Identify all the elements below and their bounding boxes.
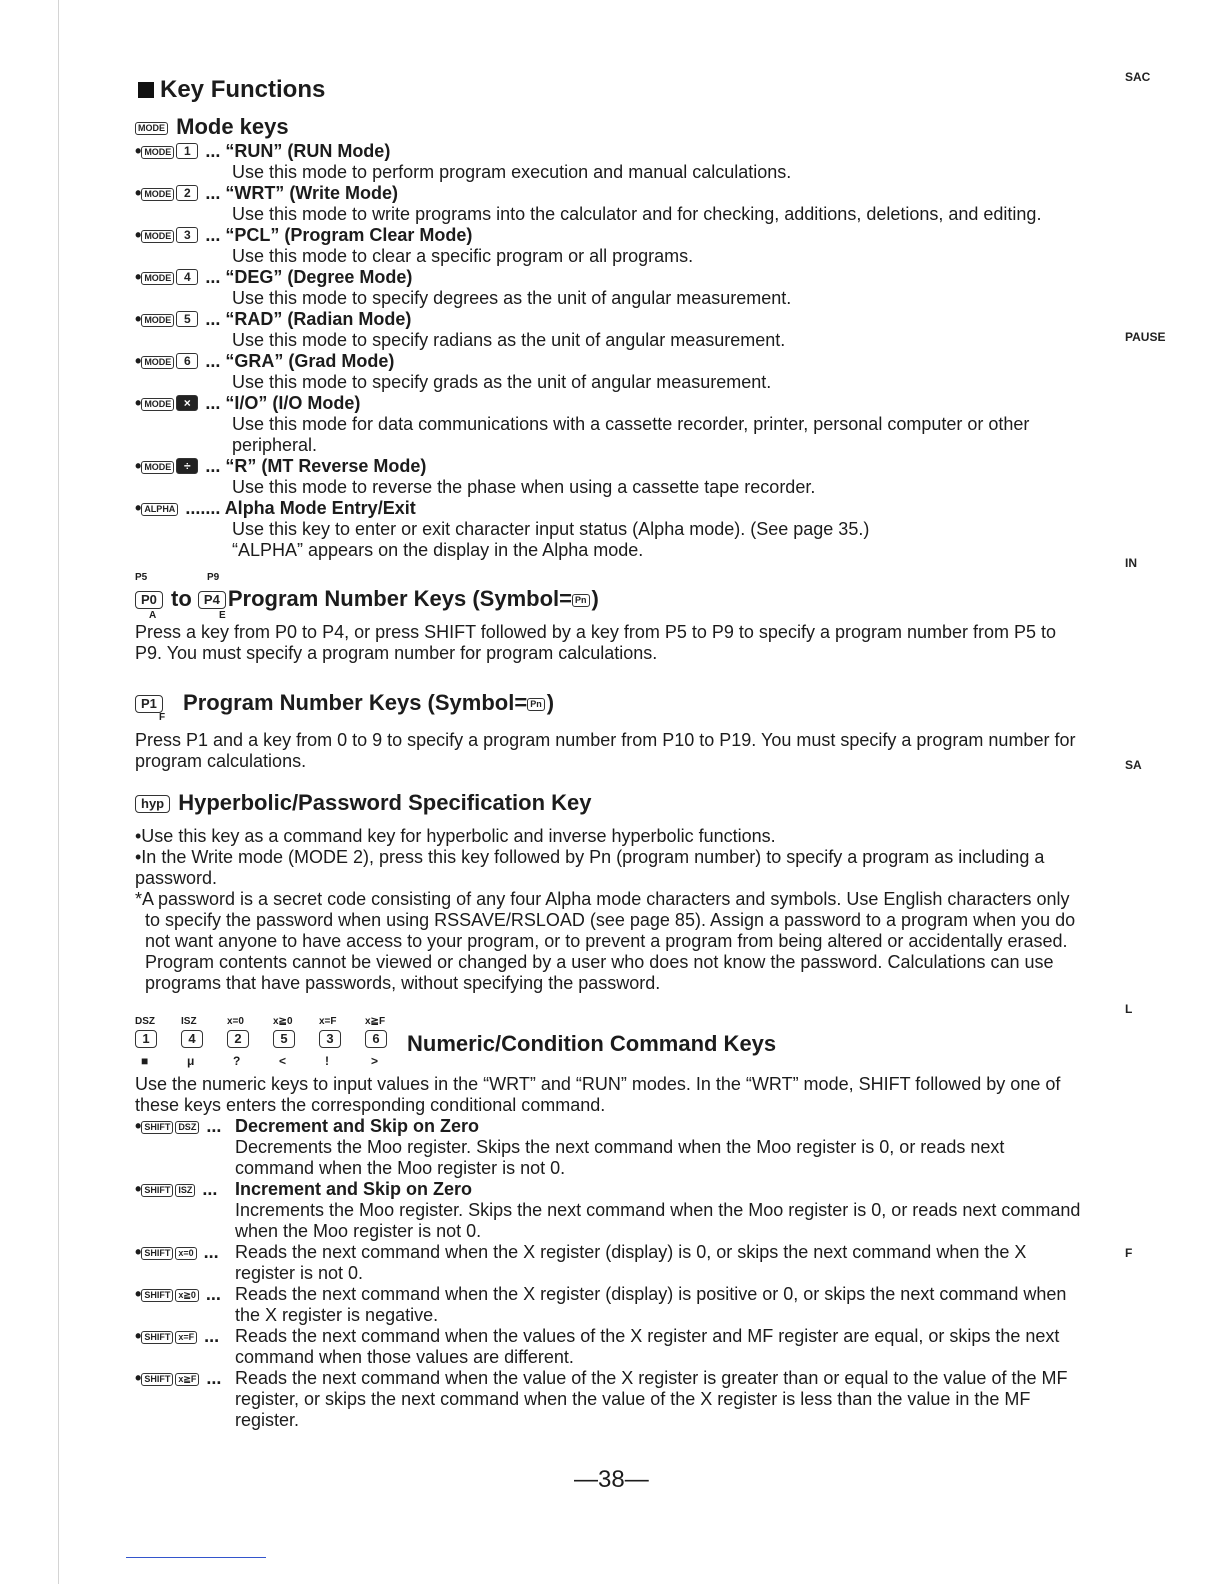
mode-label: “I/O” (I/O Mode)	[225, 393, 361, 413]
alpha-desc-1: Use this key to enter or exit character input status (Alpha mode). (See page 35.)	[232, 519, 870, 539]
mode-label: “R” (MT Reverse Mode)	[225, 456, 427, 476]
mode-label: “WRT” (Write Mode)	[225, 183, 398, 203]
condition-entry-head	[135, 1284, 1085, 1326]
hyperbolic-section	[135, 790, 1085, 994]
condition-entry	[135, 1284, 1085, 1326]
bullet: •	[135, 1242, 142, 1262]
p4-key-icon: P4	[198, 591, 226, 609]
alpha-entry	[135, 498, 1085, 561]
ellipsis: ...	[201, 1368, 222, 1388]
bullet: •	[135, 1368, 142, 1388]
margin-fragment: L	[1125, 1002, 1133, 1016]
margin-fragment: SAC	[1125, 70, 1151, 84]
number-key-icon: 3	[319, 1030, 341, 1048]
program-keys-p0-p4-section	[135, 572, 1085, 664]
mode-entry	[135, 141, 1085, 183]
mode-entries-list	[135, 141, 1085, 498]
margin-fragment: SA	[1125, 758, 1142, 772]
margin-fragment: F	[1125, 1246, 1133, 1260]
mode-label: “GRA” (Grad Mode)	[225, 351, 395, 371]
alpha-label-a: A	[149, 610, 157, 621]
mode-entry-head	[135, 225, 1085, 246]
condition-key-icon: x≧F	[175, 1373, 199, 1386]
alpha-desc-2: “ALPHA” appears on the display in the Alpha mode.	[232, 540, 644, 560]
mode-label: “RAD” (Radian Mode)	[225, 309, 412, 329]
hyp-bullet-1: •Use this key as a command key for hyperbolic and inverse hyperbolic functions.	[135, 826, 776, 846]
mode-key-icon: MODE	[135, 122, 168, 135]
shift-function-label: x=F	[319, 1016, 337, 1027]
p1-key-icon: P1	[135, 695, 163, 713]
condition-entry	[135, 1368, 1085, 1431]
pn-symbol-icon: Pn	[572, 594, 590, 607]
bullet: •	[135, 1116, 142, 1136]
ellipsis: ...	[200, 309, 226, 329]
hyp-bullet-2: •In the Write mode (MODE 2), press this key followed by Pn (program number) to specify a program as including a password.	[135, 847, 1045, 888]
bullet: •	[135, 309, 142, 329]
number-key-icon: 4	[176, 269, 198, 285]
mode-entry-head	[135, 267, 1085, 288]
condition-key-icon: x≧0	[175, 1289, 199, 1302]
alpha-function-label: μ	[187, 1054, 195, 1068]
ellipsis: ...	[200, 141, 226, 161]
ellipsis: ...	[200, 351, 226, 371]
hyp-heading: hyp Hyperbolic/Password Specification Key	[135, 790, 1085, 826]
condition-key-icon: x=F	[175, 1331, 197, 1344]
alpha-function-label: ?	[233, 1054, 241, 1068]
shift-function-label: ISZ	[181, 1016, 197, 1027]
number-key-icon: 2	[227, 1030, 249, 1048]
shift-key-icon: SHIFT	[141, 1121, 173, 1134]
footer-rule	[126, 1557, 266, 1558]
ellipsis: ...	[200, 1284, 221, 1304]
program-keys-heading: P5 P9 P0 to P4 Program Number Keys (Symbol= Pn ) A E	[135, 572, 599, 621]
margin-fragment: PAUSE	[1125, 330, 1166, 344]
alpha-function-label: ■	[141, 1054, 149, 1068]
mode-entry	[135, 456, 1085, 498]
mode-key-icon: MODE	[141, 146, 174, 159]
number-key-icon: 3	[176, 227, 198, 243]
p0-key-icon: P0	[135, 591, 163, 609]
pn-symbol-icon: Pn	[527, 698, 545, 711]
numeric-condition-section	[135, 1016, 1085, 1431]
program-keys-p1-section	[135, 690, 1085, 772]
condition-entry	[135, 1179, 1085, 1242]
mode-key-icon: MODE	[141, 314, 174, 327]
shift-function-label: DSZ	[135, 1016, 155, 1027]
numeric-intro: Use the numeric keys to input values in the “WRT” and “RUN” modes. In the “WRT” mode, SHIFT followed by one of these keys enters the corresponding conditional command.	[135, 1074, 1061, 1115]
ellipsis: ...	[197, 1179, 218, 1199]
condition-entries-list	[135, 1116, 1085, 1431]
alpha-function-label: <	[279, 1054, 287, 1068]
bullet: •	[135, 351, 142, 371]
ellipsis: ...	[200, 225, 226, 245]
mode-description: Use this mode to reverse the phase when using a cassette tape recorder.	[232, 477, 816, 497]
shift-function-label: x=0	[227, 1016, 244, 1027]
number-key-icon: 1	[135, 1030, 157, 1048]
shift-key-icon: SHIFT	[141, 1331, 173, 1344]
condition-entry-head	[135, 1326, 1085, 1368]
condition-key-icon: ISZ	[175, 1184, 195, 1197]
bullet: •	[135, 225, 142, 245]
mode-description: Use this mode for data communications with a cassette recorder, printer, personal computer or other peripheral.	[232, 414, 1030, 455]
bullet: •	[135, 1284, 142, 1304]
bullet: •	[135, 183, 142, 203]
condition-label: Reads the next command when the value of the X register is greater than or equal to the value of the MF register, or skips the next command when the value of the X register is less than the value in the MF register.	[235, 1368, 1068, 1430]
hyp-key-icon: hyp	[135, 795, 170, 813]
bullet: •	[135, 141, 142, 161]
mode-entry	[135, 267, 1085, 309]
mode-entry-head	[135, 456, 1085, 477]
shift-label-p9: P9	[207, 572, 220, 583]
mode-entry-head	[135, 393, 1085, 414]
condition-keys	[135, 1179, 217, 1200]
square-bullet-icon	[138, 82, 154, 98]
number-key-icon: 2	[176, 185, 198, 201]
ellipsis: ...	[200, 393, 226, 413]
number-key-icon: ÷	[176, 458, 198, 474]
numeric-keys-heading	[135, 1016, 1085, 1074]
condition-key-icon: x=0	[175, 1247, 196, 1260]
numeric-heading-text: Numeric/Condition Command Keys	[407, 1031, 777, 1056]
mode-label: “RUN” (RUN Mode)	[225, 141, 391, 161]
mode-description: Use this mode to specify radians as the unit of angular measurement.	[232, 330, 786, 350]
alpha-label-f: F	[159, 712, 166, 723]
mode-key-icon: MODE	[141, 188, 174, 201]
p1-heading: P1 Program Number Keys (Symbol= Pn )	[135, 690, 554, 716]
condition-label: Decrement and Skip on Zero	[235, 1116, 480, 1136]
mode-key-icon: MODE	[141, 398, 174, 411]
shift-function-label: x≧0	[273, 1016, 293, 1027]
mode-key-icon: MODE	[141, 230, 174, 243]
bullet: •	[135, 393, 142, 413]
shift-key-icon: SHIFT	[141, 1373, 173, 1386]
mode-entry	[135, 351, 1085, 393]
shift-key-icon: SHIFT	[141, 1247, 173, 1260]
number-key-icon: 4	[181, 1030, 203, 1048]
mode-key-icon: MODE	[141, 356, 174, 369]
mode-entry-head	[135, 351, 1085, 372]
mode-description: Use this mode to write programs into the calculator and for checking, additions, deletions, and editing.	[232, 204, 1042, 224]
condition-entry-head	[135, 1242, 1085, 1284]
mode-description: Use this mode to specify degrees as the unit of angular measurement.	[232, 288, 792, 308]
condition-keys	[135, 1326, 219, 1347]
mode-keys-section	[135, 114, 1085, 561]
mode-label: “PCL” (Program Clear Mode)	[225, 225, 473, 245]
mode-entry	[135, 183, 1085, 225]
shift-function-label: x≧F	[365, 1016, 386, 1027]
condition-entry-head	[135, 1116, 1085, 1137]
condition-entry-head	[135, 1179, 1085, 1200]
ellipsis: ...	[201, 1116, 222, 1136]
condition-label: Increment and Skip on Zero	[235, 1179, 473, 1199]
alpha-entry-head: • ALPHA ....... Alpha Mode Entry/Exit	[135, 498, 416, 518]
hyp-password-note: *A password is a secret code consisting of any four Alpha mode characters and symbols. Use English characters only to specify the password when using RSSAVE/RSLOAD (see page 85). Assign a password to a program when you do not want anyone to have access to your program, or to prevent a program from being altered or accidentally erased. Program contents cannot be viewed or changed by a user who does not know the password. Calculations can use programs that have passwords, without specifying the password.	[135, 889, 1076, 993]
mode-entry-head	[135, 141, 1085, 162]
mode-key-icon: MODE	[141, 461, 174, 474]
mode-entry	[135, 393, 1085, 456]
mode-entry	[135, 225, 1085, 267]
number-key-icon: ×	[176, 395, 198, 411]
shift-key-icon: SHIFT	[141, 1184, 173, 1197]
number-key-icon: 6	[365, 1030, 387, 1048]
alpha-function-label: !	[325, 1054, 329, 1068]
ellipsis: ...	[200, 183, 226, 203]
page-title: Key Functions	[138, 76, 325, 104]
condition-label: Reads the next command when the X register (display) is 0, or skips the next command when the X register is not 0.	[235, 1242, 1027, 1283]
condition-keys	[135, 1284, 221, 1305]
ellipsis: ...	[200, 456, 226, 476]
bullet: •	[135, 1179, 142, 1199]
condition-keys	[135, 1242, 219, 1263]
mode-description: Use this mode to clear a specific program or all programs.	[232, 246, 694, 266]
mode-entry-head	[135, 309, 1085, 330]
ellipsis: ...	[200, 267, 226, 287]
p1-text: Press P1 and a key from 0 to 9 to specify a program number from P10 to P19. You must specify a program number for program calculations.	[135, 730, 1076, 771]
number-key-icon: 5	[176, 311, 198, 327]
ellipsis: ...	[199, 1326, 220, 1346]
condition-description: Decrements the Moo register. Skips the next command when the Moo register is 0, or reads next command when the Moo register is not 0.	[235, 1137, 1005, 1178]
condition-entry	[135, 1116, 1085, 1179]
shift-label-p5: P5	[135, 572, 148, 583]
bullet: •	[135, 456, 142, 476]
ellipsis: ...	[198, 1242, 219, 1262]
mode-keys-heading: MODE Mode keys	[135, 114, 1085, 140]
shift-key-icon: SHIFT	[141, 1289, 173, 1302]
condition-keys	[135, 1368, 221, 1389]
mode-description: Use this mode to perform program execution and manual calculations.	[232, 162, 792, 182]
condition-label: Reads the next command when the X register (display) is positive or 0, or skips the next command when the X register is negative.	[235, 1284, 1067, 1325]
condition-label: Reads the next command when the values of the X register and MF register are equal, or skips the next command when those values are different.	[235, 1326, 1060, 1367]
number-key-icon: 6	[176, 353, 198, 369]
alpha-key-icon: ALPHA	[141, 503, 178, 516]
condition-entry-head	[135, 1368, 1085, 1431]
condition-key-icon: DSZ	[175, 1121, 199, 1134]
mode-entry	[135, 309, 1085, 351]
condition-description: Increments the Moo register. Skips the next command when the Moo register is 0, or reads next command when the Moo register is not 0.	[235, 1200, 1081, 1241]
program-keys-text: Press a key from P0 to P4, or press SHIFT followed by a key from P5 to P9 to specify a program number from P5 to P9. You must specify a program number for program calculations.	[135, 622, 1057, 663]
condition-entry	[135, 1326, 1085, 1368]
mode-entry-head	[135, 183, 1085, 204]
number-key-icon: 1	[176, 143, 198, 159]
number-key-icon: 5	[273, 1030, 295, 1048]
mode-description: Use this mode to specify grads as the unit of angular measurement.	[232, 372, 772, 392]
alpha-label-e: E	[219, 610, 226, 621]
margin-fragment: IN	[1125, 556, 1137, 570]
bullet: •	[135, 1326, 142, 1346]
page-number: —38—	[574, 1466, 649, 1493]
alpha-function-label: >	[371, 1054, 379, 1068]
page-edge-line	[58, 0, 59, 1584]
bullet: •	[135, 267, 142, 287]
mode-label: “DEG” (Degree Mode)	[225, 267, 413, 287]
condition-keys	[135, 1116, 221, 1137]
mode-key-icon: MODE	[141, 272, 174, 285]
condition-entry	[135, 1242, 1085, 1284]
